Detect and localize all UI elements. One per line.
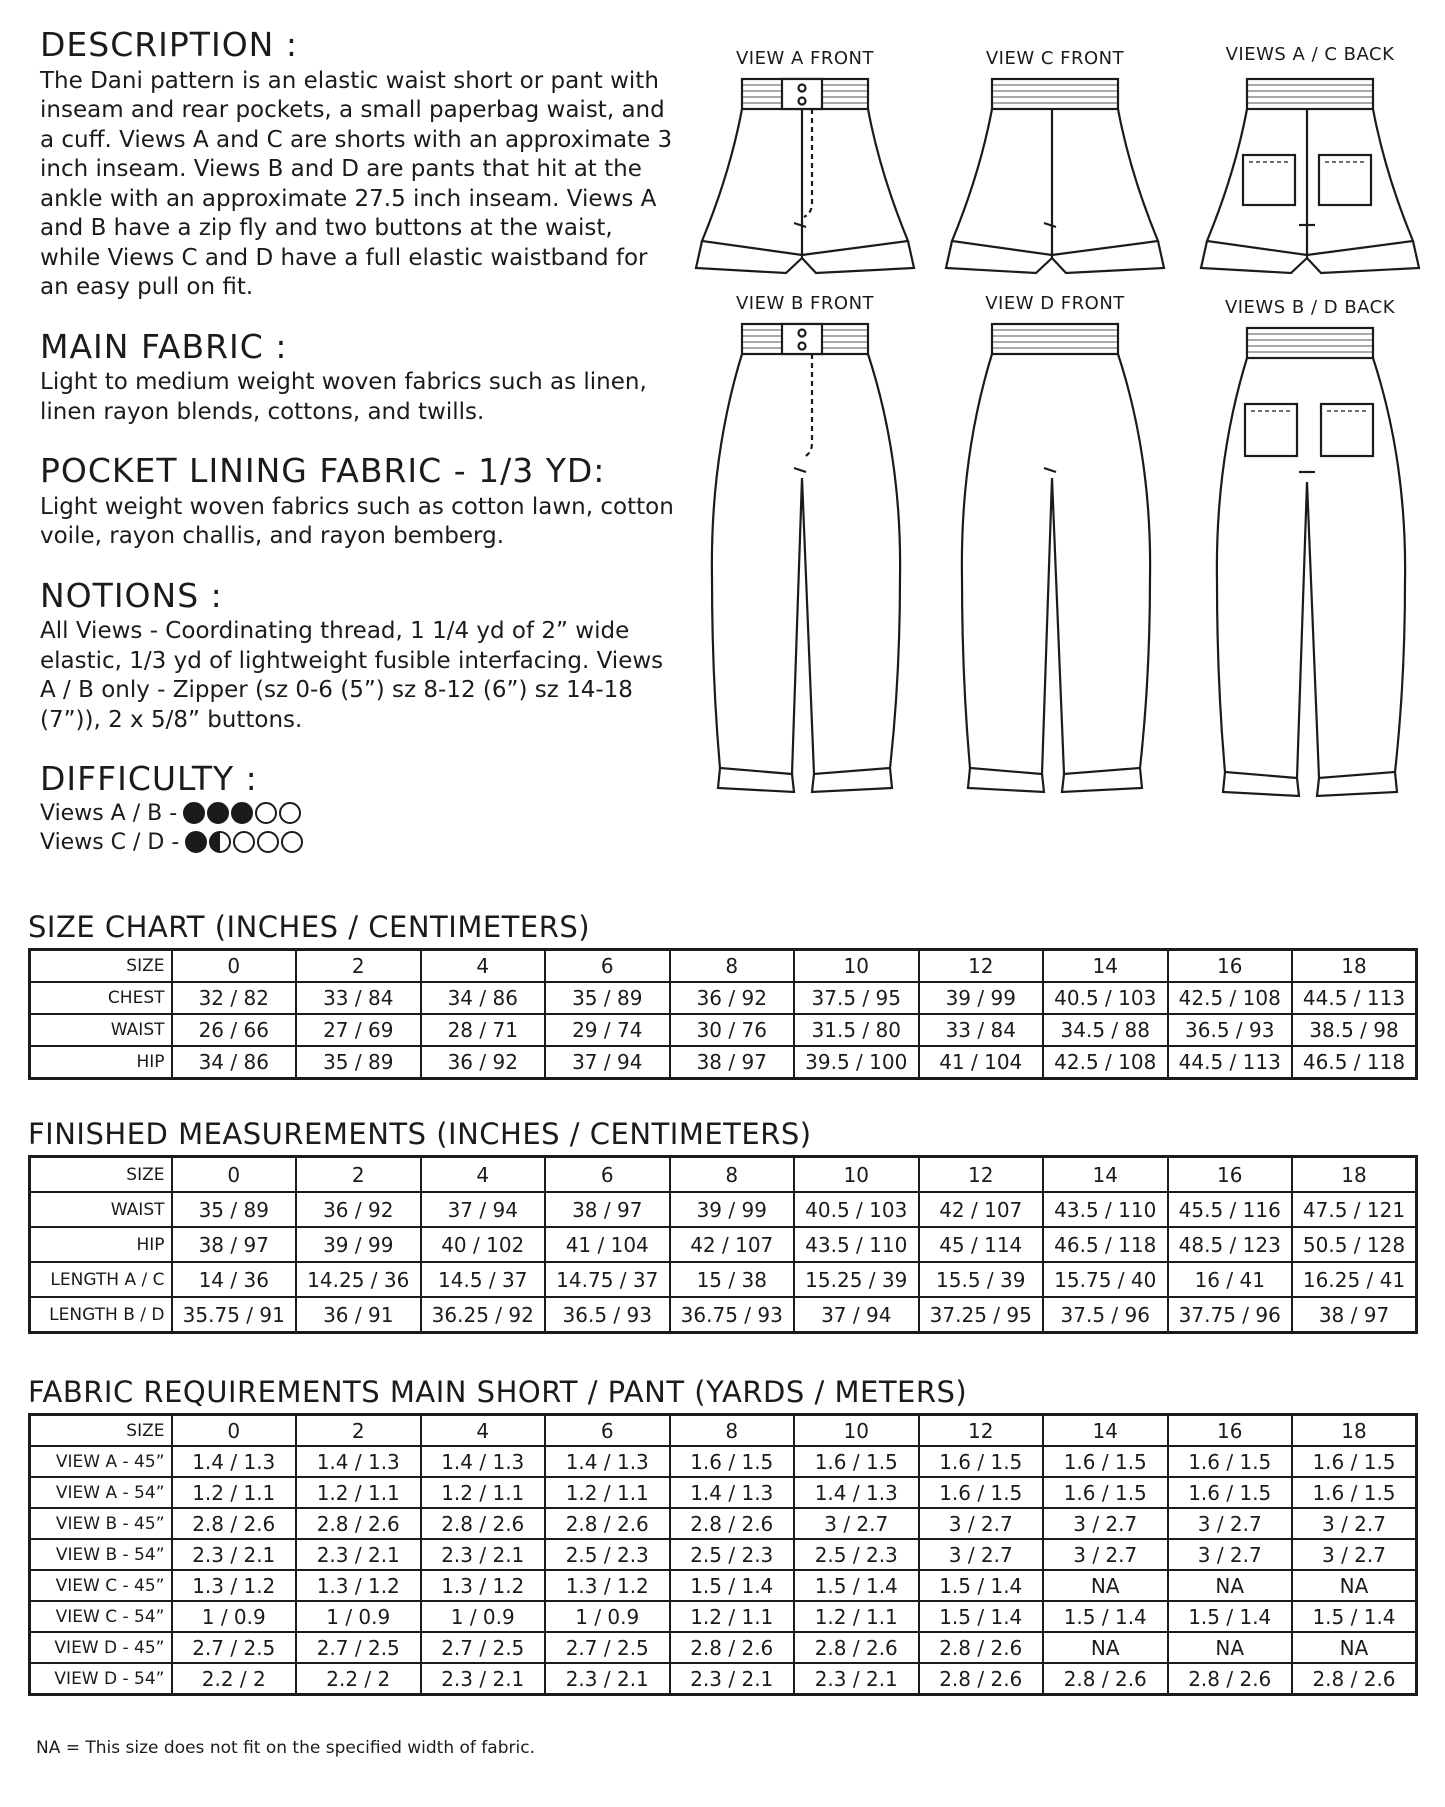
table-cell: NA (1292, 1570, 1417, 1601)
empty-circle-icon (279, 802, 301, 824)
filled-circle-icon (185, 831, 207, 853)
finished-measurements-title: FINISHED MEASUREMENTS (INCHES / CENTIMETERS) (28, 1117, 812, 1151)
table-cell: 1.6 / 1.5 (1043, 1477, 1168, 1508)
view-c-front-label: VIEW C FRONT (985, 48, 1125, 69)
table-cell: 36 / 91 (296, 1297, 421, 1333)
table-cell: 39.5 / 100 (794, 1046, 919, 1079)
table-cell: 37 / 94 (421, 1192, 546, 1227)
difficulty-row (40, 828, 680, 857)
finished-measurements-block (28, 1117, 1418, 1334)
size-header-cell: 0 (172, 950, 297, 983)
table-cell: 1.4 / 1.3 (421, 1446, 546, 1477)
table-cell: 36.5 / 93 (545, 1297, 670, 1333)
table-cell: 2.8 / 2.6 (794, 1632, 919, 1663)
table-cell: 46.5 / 118 (1043, 1227, 1168, 1262)
view-c-front (940, 48, 1170, 288)
difficulty-label: Views C / D - (40, 829, 180, 855)
pants-back-drawing (1195, 322, 1425, 812)
table-cell: 1.2 / 1.1 (296, 1477, 421, 1508)
table-header-row (30, 1157, 1417, 1193)
pattern-info-column (40, 25, 680, 881)
table-cell: 35 / 89 (296, 1046, 421, 1079)
table-cell: NA (1043, 1570, 1168, 1601)
table-cell: 2.8 / 2.6 (670, 1508, 795, 1539)
size-header-cell: 14 (1043, 950, 1168, 983)
table-cell: 1.4 / 1.3 (670, 1477, 795, 1508)
empty-circle-icon (233, 831, 255, 853)
row-label: HIP (30, 1227, 172, 1262)
size-header-cell: 8 (670, 1157, 795, 1193)
table-cell: 1.6 / 1.5 (1168, 1477, 1293, 1508)
table-cell: 35 / 89 (172, 1192, 297, 1227)
size-chart-title: SIZE CHART (INCHES / CENTIMETERS) (28, 910, 591, 944)
views-a-c-back (1195, 44, 1425, 284)
table-cell: 2.5 / 2.3 (794, 1539, 919, 1570)
table-cell: 14 / 36 (172, 1262, 297, 1297)
table-cell: 3 / 2.7 (1168, 1508, 1293, 1539)
table-cell: 2.8 / 2.6 (1168, 1663, 1293, 1695)
table-cell: 1.6 / 1.5 (919, 1446, 1044, 1477)
size-header-cell: 6 (545, 1157, 670, 1193)
table-cell: 1.3 / 1.2 (172, 1570, 297, 1601)
table-header-row (30, 950, 1417, 983)
table-cell: 37 / 94 (545, 1046, 670, 1079)
row-label: VIEW B - 54” (30, 1539, 172, 1570)
fabric-requirements-title: FABRIC REQUIREMENTS MAIN SHORT / PANT (YARDS / METERS) (28, 1375, 968, 1409)
table-row (30, 1539, 1417, 1570)
table-cell: 41 / 104 (919, 1046, 1044, 1079)
table-cell: 43.5 / 110 (1043, 1192, 1168, 1227)
table-cell: 38 / 97 (1292, 1297, 1417, 1333)
pocket-lining-heading: POCKET LINING FABRIC - 1/3 YD: (40, 451, 606, 491)
table-header-row (30, 1415, 1417, 1447)
size-header-cell: 0 (172, 1157, 297, 1193)
table-cell: 42 / 107 (919, 1192, 1044, 1227)
table-cell: NA (1292, 1632, 1417, 1663)
table-row (30, 1632, 1417, 1663)
table-cell: 41 / 104 (545, 1227, 670, 1262)
table-cell: 2.3 / 2.1 (421, 1539, 546, 1570)
view-d-front (940, 293, 1170, 808)
table-cell: NA (1168, 1570, 1293, 1601)
table-cell: 39 / 99 (670, 1192, 795, 1227)
row-label: SIZE (30, 1157, 172, 1193)
table-cell: 2.7 / 2.5 (296, 1632, 421, 1663)
size-header-cell: 18 (1292, 950, 1417, 983)
table-cell: 39 / 99 (919, 982, 1044, 1014)
table-cell: 38 / 97 (172, 1227, 297, 1262)
table-cell: 16 / 41 (1168, 1262, 1293, 1297)
table-cell: 30 / 76 (670, 1014, 795, 1046)
shorts-back-drawing (1195, 69, 1425, 284)
size-header-cell: 10 (794, 1157, 919, 1193)
table-row (30, 1192, 1417, 1227)
size-header-cell: 8 (670, 950, 795, 983)
size-header-cell: 12 (919, 950, 1044, 983)
table-cell: 33 / 84 (296, 982, 421, 1014)
difficulty-rating (185, 831, 303, 853)
table-cell: 38 / 97 (670, 1046, 795, 1079)
main-fabric-text: Light to medium weight woven fabrics such as linen, linen rayon blends, cottons, and twills. (40, 369, 647, 425)
empty-circle-icon (257, 831, 279, 853)
table-cell: 40 / 102 (421, 1227, 546, 1262)
table-cell: 1 / 0.9 (172, 1601, 297, 1632)
table-cell: 2.3 / 2.1 (794, 1663, 919, 1695)
row-label: LENGTH A / C (30, 1262, 172, 1297)
table-cell: 32 / 82 (172, 982, 297, 1014)
table-row (30, 1601, 1417, 1632)
size-header-cell: 2 (296, 950, 421, 983)
table-row (30, 1014, 1417, 1046)
table-row (30, 1570, 1417, 1601)
table-cell: 40.5 / 103 (1043, 982, 1168, 1014)
table-row (30, 982, 1417, 1014)
table-cell: 2.8 / 2.6 (1292, 1663, 1417, 1695)
table-cell: 14.75 / 37 (545, 1262, 670, 1297)
table-cell: 36 / 92 (421, 1046, 546, 1079)
table-cell: 36.5 / 93 (1168, 1014, 1293, 1046)
row-label: HIP (30, 1046, 172, 1079)
table-cell: 48.5 / 123 (1168, 1227, 1293, 1262)
view-b-front (690, 293, 920, 808)
table-cell: 2.8 / 2.6 (421, 1508, 546, 1539)
difficulty-row (40, 799, 680, 828)
table-cell: 38.5 / 98 (1292, 1014, 1417, 1046)
row-label: SIZE (30, 950, 172, 983)
table-cell: 1.3 / 1.2 (296, 1570, 421, 1601)
size-header-cell: 14 (1043, 1415, 1168, 1447)
table-cell: NA (1043, 1632, 1168, 1663)
table-cell: 3 / 2.7 (1043, 1539, 1168, 1570)
notions-section (40, 576, 680, 736)
difficulty-section (40, 759, 680, 857)
table-cell: 1.2 / 1.1 (670, 1601, 795, 1632)
table-cell: 1.2 / 1.1 (172, 1477, 297, 1508)
table-cell: 15.75 / 40 (1043, 1262, 1168, 1297)
table-cell: 2.5 / 2.3 (545, 1539, 670, 1570)
view-b-front-label: VIEW B FRONT (735, 293, 875, 314)
size-header-cell: 16 (1168, 1415, 1293, 1447)
table-cell: 28 / 71 (421, 1014, 546, 1046)
table-cell: 2.8 / 2.6 (172, 1508, 297, 1539)
views-a-c-back-label: VIEWS A / C BACK (1225, 44, 1395, 65)
table-cell: 2.3 / 2.1 (421, 1663, 546, 1695)
table-cell: 1.6 / 1.5 (919, 1477, 1044, 1508)
table-cell: 2.8 / 2.6 (919, 1632, 1044, 1663)
table-cell: 50.5 / 128 (1292, 1227, 1417, 1262)
table-cell: 35 / 89 (545, 982, 670, 1014)
pocket-lining-text: Light weight woven fabrics such as cotton lawn, cotton voile, rayon challis, and rayon bemberg. (40, 493, 674, 550)
footnote: NA = This size does not fit on the specified width of fabric. (36, 1738, 535, 1758)
size-header-cell: 4 (421, 1157, 546, 1193)
table-cell: 2.2 / 2 (296, 1663, 421, 1695)
size-header-cell: 14 (1043, 1157, 1168, 1193)
technical-drawings (690, 44, 1430, 808)
size-chart-block (28, 910, 1418, 1080)
table-cell: 2.7 / 2.5 (421, 1632, 546, 1663)
size-header-cell: 18 (1292, 1157, 1417, 1193)
row-label: CHEST (30, 982, 172, 1014)
size-header-cell: 2 (296, 1415, 421, 1447)
empty-circle-icon (281, 831, 303, 853)
table-cell: 2.8 / 2.6 (296, 1508, 421, 1539)
view-d-front-label: VIEW D FRONT (985, 293, 1125, 314)
table-cell: 1.2 / 1.1 (421, 1477, 546, 1508)
table-cell: 14.5 / 37 (421, 1262, 546, 1297)
shorts-front-elastic-drawing (940, 73, 1170, 288)
table-cell: 2.8 / 2.6 (670, 1632, 795, 1663)
table-cell: 1.6 / 1.5 (1043, 1446, 1168, 1477)
pants-front-fly-drawing (690, 318, 920, 808)
description-text: The Dani pattern is an elastic waist short or pant with inseam and rear pockets, a small paperbag waist, and a cuff. Views A and C are shorts with an approximate 3 inch inseam. Views B and D are pants that hit at the ankle with an approximate 27.5 inch inseam. Views A and B have a zip fly and two buttons at the waist, while Views C and D have a full elastic waistband for an easy pull on fit. (40, 67, 673, 301)
table-cell: 1 / 0.9 (421, 1601, 546, 1632)
table-cell: 26 / 66 (172, 1014, 297, 1046)
table-cell: 2.8 / 2.6 (1043, 1663, 1168, 1695)
table-cell: 31.5 / 80 (794, 1014, 919, 1046)
description-section (40, 25, 680, 303)
notions-text: All Views - Coordinating thread, 1 1/4 yd of 2” wide elastic, 1/3 yd of lightweight fusible interfacing. Views A / B only - Zipper (sz 0-6 (5”) sz 8-12 (6”) sz 14-18 (7”)), 2 x 5/8” buttons. (40, 618, 664, 733)
table-cell: 2.8 / 2.6 (545, 1508, 670, 1539)
table-cell: 29 / 74 (545, 1014, 670, 1046)
table-cell: 44.5 / 113 (1292, 982, 1417, 1014)
table-cell: 3 / 2.7 (794, 1508, 919, 1539)
table-cell: 1.6 / 1.5 (670, 1446, 795, 1477)
table-cell: 36.25 / 92 (421, 1297, 546, 1333)
table-cell: 3 / 2.7 (1043, 1508, 1168, 1539)
table-row (30, 1227, 1417, 1262)
table-cell: 1.5 / 1.4 (670, 1570, 795, 1601)
table-cell: 36 / 92 (296, 1192, 421, 1227)
table-cell: 1.2 / 1.1 (545, 1477, 670, 1508)
filled-circle-icon (231, 802, 253, 824)
table-cell: 1.5 / 1.4 (794, 1570, 919, 1601)
table-row (30, 1446, 1417, 1477)
table-cell: 2.5 / 2.3 (670, 1539, 795, 1570)
table-cell: 1 / 0.9 (296, 1601, 421, 1632)
row-label: VIEW C - 54” (30, 1601, 172, 1632)
table-cell: 1.2 / 1.1 (794, 1601, 919, 1632)
main-fabric-heading: MAIN FABRIC : (40, 326, 288, 366)
size-header-cell: 12 (919, 1415, 1044, 1447)
table-cell: 42 / 107 (670, 1227, 795, 1262)
table-cell: 27 / 69 (296, 1014, 421, 1046)
difficulty-rows (40, 799, 680, 857)
table-cell: 2.2 / 2 (172, 1663, 297, 1695)
row-label: WAIST (30, 1192, 172, 1227)
size-header-cell: 16 (1168, 950, 1293, 983)
size-header-cell: 2 (296, 1157, 421, 1193)
table-cell: 44.5 / 113 (1168, 1046, 1293, 1079)
table-cell: 1.4 / 1.3 (794, 1477, 919, 1508)
table-cell: 37.75 / 96 (1168, 1297, 1293, 1333)
table-cell: 2.3 / 2.1 (670, 1663, 795, 1695)
finished-measurements-table (28, 1155, 1418, 1334)
size-header-cell: 0 (172, 1415, 297, 1447)
views-b-d-back (1195, 297, 1425, 812)
difficulty-heading: DIFFICULTY : (40, 759, 258, 799)
table-cell: 2.3 / 2.1 (296, 1539, 421, 1570)
table-cell: 1.5 / 1.4 (1168, 1601, 1293, 1632)
table-cell: 15.5 / 39 (919, 1262, 1044, 1297)
table-cell: 1.5 / 1.4 (1043, 1601, 1168, 1632)
pocket-lining-section (40, 451, 680, 552)
table-cell: 1.6 / 1.5 (1168, 1446, 1293, 1477)
half-circle-icon (209, 831, 231, 853)
table-cell: 1.4 / 1.3 (545, 1446, 670, 1477)
table-cell: 1.3 / 1.2 (545, 1570, 670, 1601)
table-cell: 2.3 / 2.1 (172, 1539, 297, 1570)
row-label: VIEW D - 45” (30, 1632, 172, 1663)
size-header-cell: 4 (421, 950, 546, 983)
table-cell: 34.5 / 88 (1043, 1014, 1168, 1046)
table-cell: 37 / 94 (794, 1297, 919, 1333)
table-cell: 42.5 / 108 (1043, 1046, 1168, 1079)
table-cell: 1.6 / 1.5 (1292, 1477, 1417, 1508)
table-cell: NA (1168, 1632, 1293, 1663)
table-cell: 2.7 / 2.5 (172, 1632, 297, 1663)
table-cell: 45.5 / 116 (1168, 1192, 1293, 1227)
table-row (30, 1508, 1417, 1539)
table-cell: 3 / 2.7 (1292, 1508, 1417, 1539)
views-b-d-back-label: VIEWS B / D BACK (1224, 297, 1396, 318)
fabric-requirements-table (28, 1413, 1418, 1696)
size-header-cell: 4 (421, 1415, 546, 1447)
table-cell: 3 / 2.7 (1292, 1539, 1417, 1570)
size-header-cell: 12 (919, 1157, 1044, 1193)
pants-front-elastic-drawing (940, 318, 1170, 808)
row-label: VIEW A - 54” (30, 1477, 172, 1508)
table-cell: 2.7 / 2.5 (545, 1632, 670, 1663)
table-cell: 39 / 99 (296, 1227, 421, 1262)
table-cell: 38 / 97 (545, 1192, 670, 1227)
difficulty-rating (183, 802, 301, 824)
table-cell: 33 / 84 (919, 1014, 1044, 1046)
row-label: SIZE (30, 1415, 172, 1447)
table-cell: 1.5 / 1.4 (919, 1570, 1044, 1601)
description-heading: DESCRIPTION : (40, 25, 298, 64)
size-header-cell: 18 (1292, 1415, 1417, 1447)
table-cell: 15.25 / 39 (794, 1262, 919, 1297)
table-cell: 37.25 / 95 (919, 1297, 1044, 1333)
table-cell: 1.5 / 1.4 (1292, 1601, 1417, 1632)
table-cell: 1.4 / 1.3 (172, 1446, 297, 1477)
table-cell: 46.5 / 118 (1292, 1046, 1417, 1079)
table-cell: 16.25 / 41 (1292, 1262, 1417, 1297)
size-header-cell: 6 (545, 1415, 670, 1447)
filled-circle-icon (183, 802, 205, 824)
table-cell: 34 / 86 (421, 982, 546, 1014)
table-cell: 40.5 / 103 (794, 1192, 919, 1227)
table-cell: 43.5 / 110 (794, 1227, 919, 1262)
table-cell: 42.5 / 108 (1168, 982, 1293, 1014)
empty-circle-icon (255, 802, 277, 824)
table-cell: 36.75 / 93 (670, 1297, 795, 1333)
row-label: VIEW B - 45” (30, 1508, 172, 1539)
table-cell: 2.8 / 2.6 (919, 1663, 1044, 1695)
table-cell: 15 / 38 (670, 1262, 795, 1297)
shorts-front-fly-drawing (690, 73, 920, 288)
row-label: VIEW D - 54” (30, 1663, 172, 1695)
table-row (30, 1046, 1417, 1079)
table-row (30, 1297, 1417, 1333)
size-header-cell: 8 (670, 1415, 795, 1447)
row-label: LENGTH B / D (30, 1297, 172, 1333)
row-label: VIEW C - 45” (30, 1570, 172, 1601)
table-cell: 37.5 / 95 (794, 982, 919, 1014)
notions-heading: NOTIONS : (40, 575, 223, 615)
row-label: VIEW A - 45” (30, 1446, 172, 1477)
row-label: WAIST (30, 1014, 172, 1046)
table-cell: 1 / 0.9 (545, 1601, 670, 1632)
fabric-requirements-block (28, 1375, 1418, 1696)
table-cell: 34 / 86 (172, 1046, 297, 1079)
size-header-cell: 6 (545, 950, 670, 983)
size-header-cell: 16 (1168, 1157, 1293, 1193)
table-cell: 3 / 2.7 (1168, 1539, 1293, 1570)
table-cell: 47.5 / 121 (1292, 1192, 1417, 1227)
table-cell: 37.5 / 96 (1043, 1297, 1168, 1333)
table-row (30, 1477, 1417, 1508)
table-cell: 14.25 / 36 (296, 1262, 421, 1297)
table-row (30, 1262, 1417, 1297)
table-cell: 1.6 / 1.5 (794, 1446, 919, 1477)
size-header-cell: 10 (794, 1415, 919, 1447)
table-cell: 1.5 / 1.4 (919, 1601, 1044, 1632)
view-a-front (690, 48, 920, 288)
view-a-front-label: VIEW A FRONT (735, 48, 875, 69)
table-cell: 1.6 / 1.5 (1292, 1446, 1417, 1477)
size-header-cell: 10 (794, 950, 919, 983)
filled-circle-icon (207, 802, 229, 824)
size-chart-table (28, 948, 1418, 1080)
table-cell: 2.3 / 2.1 (545, 1663, 670, 1695)
table-cell: 36 / 92 (670, 982, 795, 1014)
table-cell: 1.3 / 1.2 (421, 1570, 546, 1601)
main-fabric-section (40, 327, 680, 428)
table-cell: 3 / 2.7 (919, 1508, 1044, 1539)
table-row (30, 1663, 1417, 1695)
table-cell: 1.4 / 1.3 (296, 1446, 421, 1477)
difficulty-label: Views A / B - (40, 800, 178, 826)
table-cell: 45 / 114 (919, 1227, 1044, 1262)
table-cell: 3 / 2.7 (919, 1539, 1044, 1570)
table-cell: 35.75 / 91 (172, 1297, 297, 1333)
